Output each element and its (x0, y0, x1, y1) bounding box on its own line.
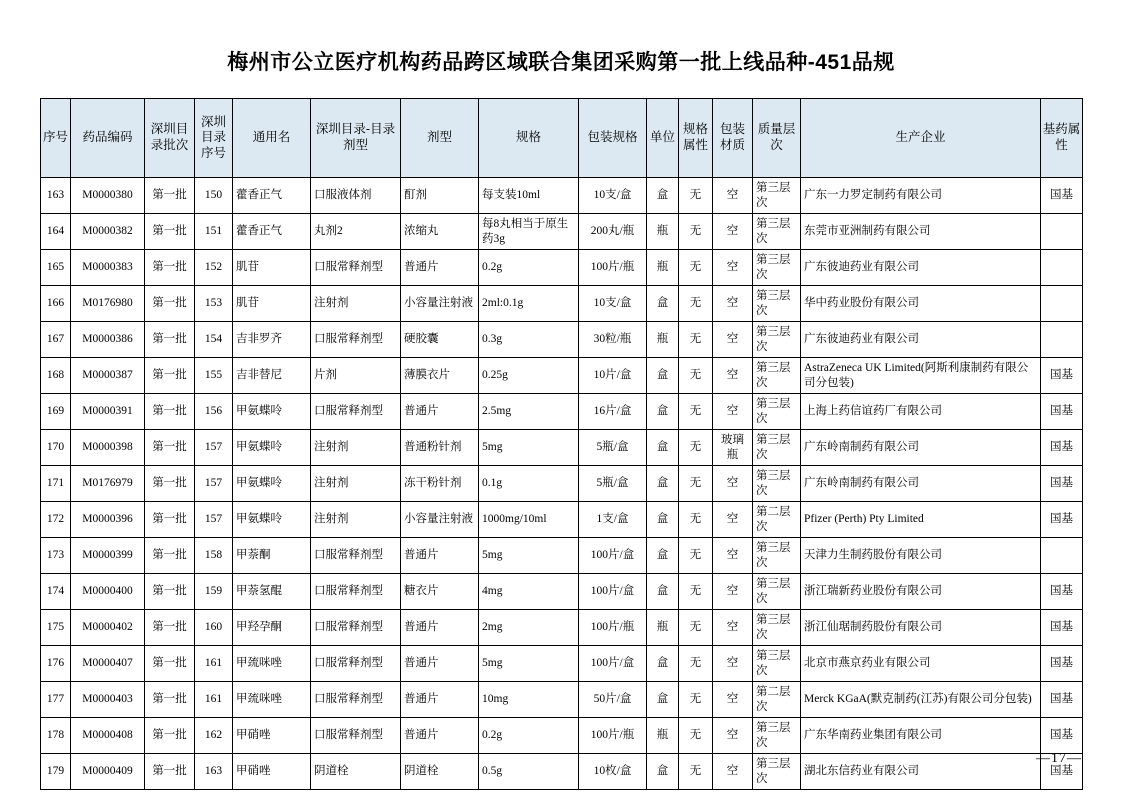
table-row (41, 178, 1083, 214)
cell-batch: 第一批 (145, 646, 195, 682)
cell-batch: 第一批 (145, 358, 195, 394)
cell-seq: 152 (195, 250, 233, 286)
cell-code: M0000399 (71, 538, 145, 574)
cell-seq: 158 (195, 538, 233, 574)
cell-form: 小容量注射液 (401, 286, 479, 322)
cell-generic-name: 吉非替尼 (233, 358, 311, 394)
cell-spec-attr: 无 (679, 358, 713, 394)
cell-basic-drug: 国基 (1041, 466, 1083, 502)
cell-basic-drug: 国基 (1041, 574, 1083, 610)
cell-spec-attr: 无 (679, 286, 713, 322)
cell-pack-spec: 200丸/瓶 (579, 214, 647, 250)
cell-pack-spec: 10支/盒 (579, 178, 647, 214)
cell-unit: 盒 (647, 178, 679, 214)
cell-form: 硬胶囊 (401, 322, 479, 358)
cell-spec-attr: 无 (679, 178, 713, 214)
cell-spec: 0.5g (479, 754, 579, 790)
cell-spec: 0.3g (479, 322, 579, 358)
cell-no: 169 (41, 394, 71, 430)
cell-no: 170 (41, 430, 71, 466)
cell-form: 普通片 (401, 394, 479, 430)
cell-form: 浓缩丸 (401, 214, 479, 250)
cell-quality-level: 第三层次 (753, 646, 801, 682)
cell-spec-attr: 无 (679, 574, 713, 610)
drug-catalog-table (40, 98, 1083, 790)
cell-pack-spec: 10片/盒 (579, 358, 647, 394)
cell-no: 177 (41, 682, 71, 718)
cell-code: M0000408 (71, 718, 145, 754)
cell-batch: 第一批 (145, 430, 195, 466)
cell-pack-material: 空 (713, 754, 753, 790)
cell-unit: 盒 (647, 358, 679, 394)
cell-code: M0000386 (71, 322, 145, 358)
cell-spec: 0.2g (479, 718, 579, 754)
cell-basic-drug: 国基 (1041, 178, 1083, 214)
cell-form: 普通片 (401, 646, 479, 682)
cell-generic-name: 藿香正气 (233, 178, 311, 214)
table-row (41, 430, 1083, 466)
cell-basic-drug: 国基 (1041, 646, 1083, 682)
cell-spec: 10mg (479, 682, 579, 718)
cell-pack-material: 空 (713, 682, 753, 718)
cell-form: 薄膜衣片 (401, 358, 479, 394)
table-row (41, 718, 1083, 754)
column-header-generic-name: 通用名 (233, 99, 311, 178)
cell-quality-level: 第二层次 (753, 682, 801, 718)
cell-manufacturer: 广东岭南制药有限公司 (801, 466, 1041, 502)
cell-basic-drug: 国基 (1041, 430, 1083, 466)
column-header-form: 剂型 (401, 99, 479, 178)
cell-generic-name: 甲羟孕酮 (233, 610, 311, 646)
cell-generic-name: 甲氨蝶呤 (233, 430, 311, 466)
cell-spec: 0.2g (479, 250, 579, 286)
cell-spec: 每8丸相当于原生药3g (479, 214, 579, 250)
cell-batch: 第一批 (145, 214, 195, 250)
cell-pack-material: 空 (713, 502, 753, 538)
cell-generic-name: 甲硝唑 (233, 718, 311, 754)
cell-form: 冻干粉针剂 (401, 466, 479, 502)
cell-seq: 156 (195, 394, 233, 430)
cell-basic-drug (1041, 214, 1083, 250)
cell-pack-spec: 100片/瓶 (579, 718, 647, 754)
cell-catalog-form: 注射剂 (311, 286, 401, 322)
cell-code: M0000391 (71, 394, 145, 430)
cell-pack-material: 空 (713, 178, 753, 214)
cell-unit: 盒 (647, 538, 679, 574)
cell-pack-material: 空 (713, 466, 753, 502)
cell-manufacturer: 东莞市亚洲制药有限公司 (801, 214, 1041, 250)
cell-catalog-form: 口服常释剂型 (311, 322, 401, 358)
cell-seq: 161 (195, 682, 233, 718)
cell-pack-spec: 10枚/盒 (579, 754, 647, 790)
cell-basic-drug: 国基 (1041, 610, 1083, 646)
cell-generic-name: 甲氨蝶呤 (233, 394, 311, 430)
cell-pack-spec: 50片/盒 (579, 682, 647, 718)
cell-unit: 瓶 (647, 610, 679, 646)
cell-catalog-form: 口服常释剂型 (311, 574, 401, 610)
cell-manufacturer: 广东彼迪药业有限公司 (801, 322, 1041, 358)
cell-spec-attr: 无 (679, 322, 713, 358)
cell-no: 163 (41, 178, 71, 214)
cell-manufacturer: 湖北东信药业有限公司 (801, 754, 1041, 790)
cell-manufacturer: 浙江瑞新药业股份有限公司 (801, 574, 1041, 610)
cell-pack-material: 空 (713, 322, 753, 358)
table-row (41, 502, 1083, 538)
cell-quality-level: 第三层次 (753, 754, 801, 790)
cell-quality-level: 第三层次 (753, 718, 801, 754)
table-row (41, 646, 1083, 682)
cell-basic-drug (1041, 538, 1083, 574)
cell-no: 171 (41, 466, 71, 502)
cell-form: 小容量注射液 (401, 502, 479, 538)
cell-spec: 5mg (479, 538, 579, 574)
cell-no: 178 (41, 718, 71, 754)
cell-spec-attr: 无 (679, 718, 713, 754)
column-header-pack-material: 包装材质 (713, 99, 753, 178)
cell-no: 167 (41, 322, 71, 358)
cell-catalog-form: 口服常释剂型 (311, 718, 401, 754)
cell-form: 普通粉针剂 (401, 430, 479, 466)
cell-generic-name: 肌苷 (233, 250, 311, 286)
table-row (41, 466, 1083, 502)
cell-form: 糖衣片 (401, 574, 479, 610)
cell-no: 164 (41, 214, 71, 250)
cell-spec: 0.1g (479, 466, 579, 502)
cell-manufacturer: Merck KGaA(默克制药(江苏)有限公司分包装) (801, 682, 1041, 718)
cell-catalog-form: 口服常释剂型 (311, 394, 401, 430)
cell-catalog-form: 口服常释剂型 (311, 610, 401, 646)
cell-unit: 盒 (647, 646, 679, 682)
cell-spec-attr: 无 (679, 610, 713, 646)
cell-basic-drug (1041, 250, 1083, 286)
cell-seq: 160 (195, 610, 233, 646)
cell-quality-level: 第三层次 (753, 610, 801, 646)
cell-code: M0000402 (71, 610, 145, 646)
column-header-spec: 规格 (479, 99, 579, 178)
cell-manufacturer: 广东岭南制药有限公司 (801, 430, 1041, 466)
cell-no: 176 (41, 646, 71, 682)
cell-pack-material: 空 (713, 286, 753, 322)
table-header-row (41, 99, 1083, 178)
cell-pack-spec: 100片/盒 (579, 574, 647, 610)
cell-spec-attr: 无 (679, 646, 713, 682)
cell-quality-level: 第三层次 (753, 322, 801, 358)
cell-manufacturer: AstraZeneca UK Limited(阿斯利康制药有限公司分包装) (801, 358, 1041, 394)
cell-quality-level: 第三层次 (753, 538, 801, 574)
cell-pack-material: 空 (713, 250, 753, 286)
cell-seq: 161 (195, 646, 233, 682)
cell-spec-attr: 无 (679, 214, 713, 250)
cell-catalog-form: 注射剂 (311, 466, 401, 502)
cell-catalog-form: 注射剂 (311, 502, 401, 538)
cell-form: 普通片 (401, 718, 479, 754)
cell-generic-name: 藿香正气 (233, 214, 311, 250)
column-header-quality-level: 质量层次 (753, 99, 801, 178)
cell-quality-level: 第三层次 (753, 214, 801, 250)
cell-unit: 盒 (647, 394, 679, 430)
cell-seq: 157 (195, 502, 233, 538)
cell-catalog-form: 片剂 (311, 358, 401, 394)
cell-basic-drug (1041, 322, 1083, 358)
cell-pack-material: 空 (713, 610, 753, 646)
column-header-catalog-form: 深圳目录-目录剂型 (311, 99, 401, 178)
cell-manufacturer: 广东一力罗定制药有限公司 (801, 178, 1041, 214)
cell-form: 普通片 (401, 682, 479, 718)
cell-catalog-form: 口服液体剂 (311, 178, 401, 214)
table-row (41, 286, 1083, 322)
cell-no: 166 (41, 286, 71, 322)
cell-basic-drug: 国基 (1041, 682, 1083, 718)
cell-quality-level: 第三层次 (753, 286, 801, 322)
column-header-seq: 深圳目录序号 (195, 99, 233, 178)
cell-batch: 第一批 (145, 718, 195, 754)
column-header-pack-spec: 包装规格 (579, 99, 647, 178)
cell-generic-name: 甲氨蝶呤 (233, 466, 311, 502)
cell-no: 168 (41, 358, 71, 394)
cell-manufacturer: 上海上药信谊药厂有限公司 (801, 394, 1041, 430)
cell-seq: 157 (195, 466, 233, 502)
cell-manufacturer: 华中药业股份有限公司 (801, 286, 1041, 322)
cell-seq: 153 (195, 286, 233, 322)
cell-catalog-form: 口服常释剂型 (311, 250, 401, 286)
cell-unit: 盒 (647, 754, 679, 790)
cell-no: 173 (41, 538, 71, 574)
cell-code: M0000409 (71, 754, 145, 790)
cell-quality-level: 第三层次 (753, 178, 801, 214)
cell-batch: 第一批 (145, 754, 195, 790)
cell-code: M0000400 (71, 574, 145, 610)
cell-batch: 第一批 (145, 466, 195, 502)
cell-seq: 151 (195, 214, 233, 250)
drug-table-container (40, 98, 1082, 790)
cell-catalog-form: 口服常释剂型 (311, 538, 401, 574)
cell-pack-spec: 16片/盒 (579, 394, 647, 430)
table-row (41, 538, 1083, 574)
cell-generic-name: 甲巯咪唑 (233, 646, 311, 682)
cell-pack-material: 空 (713, 574, 753, 610)
cell-generic-name: 甲氨蝶呤 (233, 502, 311, 538)
cell-basic-drug: 国基 (1041, 718, 1083, 754)
cell-unit: 盒 (647, 466, 679, 502)
cell-form: 阴道栓 (401, 754, 479, 790)
cell-spec-attr: 无 (679, 538, 713, 574)
cell-batch: 第一批 (145, 502, 195, 538)
cell-spec: 5mg (479, 646, 579, 682)
cell-pack-spec: 100片/瓶 (579, 610, 647, 646)
column-header-spec-attr: 规格属性 (679, 99, 713, 178)
cell-spec-attr: 无 (679, 754, 713, 790)
cell-batch: 第一批 (145, 610, 195, 646)
cell-spec-attr: 无 (679, 250, 713, 286)
cell-pack-material: 空 (713, 718, 753, 754)
cell-seq: 162 (195, 718, 233, 754)
cell-unit: 盒 (647, 430, 679, 466)
cell-quality-level: 第二层次 (753, 502, 801, 538)
cell-no: 179 (41, 754, 71, 790)
cell-spec: 每支装10ml (479, 178, 579, 214)
cell-quality-level: 第三层次 (753, 250, 801, 286)
cell-basic-drug: 国基 (1041, 358, 1083, 394)
cell-code: M0000403 (71, 682, 145, 718)
cell-code: M0000380 (71, 178, 145, 214)
cell-seq: 163 (195, 754, 233, 790)
cell-code: M0000398 (71, 430, 145, 466)
cell-pack-spec: 100片/盒 (579, 646, 647, 682)
cell-spec-attr: 无 (679, 430, 713, 466)
cell-catalog-form: 口服常释剂型 (311, 682, 401, 718)
column-header-manufacturer: 生产企业 (801, 99, 1041, 178)
cell-unit: 盒 (647, 502, 679, 538)
table-body (41, 178, 1083, 790)
cell-unit: 瓶 (647, 718, 679, 754)
column-header-code: 药品编码 (71, 99, 145, 178)
table-row (41, 250, 1083, 286)
cell-code: M0000396 (71, 502, 145, 538)
table-row (41, 358, 1083, 394)
cell-no: 175 (41, 610, 71, 646)
cell-pack-material: 空 (713, 358, 753, 394)
cell-pack-spec: 5瓶/盒 (579, 430, 647, 466)
cell-seq: 155 (195, 358, 233, 394)
column-header-unit: 单位 (647, 99, 679, 178)
cell-spec: 1000mg/10ml (479, 502, 579, 538)
cell-generic-name: 甲巯咪唑 (233, 682, 311, 718)
cell-batch: 第一批 (145, 322, 195, 358)
cell-unit: 瓶 (647, 250, 679, 286)
cell-code: M0000407 (71, 646, 145, 682)
cell-catalog-form: 丸剂2 (311, 214, 401, 250)
cell-code: M0000382 (71, 214, 145, 250)
column-header-basic-drug: 基药属性 (1041, 99, 1083, 178)
cell-quality-level: 第三层次 (753, 574, 801, 610)
cell-spec: 5mg (479, 430, 579, 466)
cell-batch: 第一批 (145, 574, 195, 610)
cell-quality-level: 第三层次 (753, 358, 801, 394)
cell-spec: 0.25g (479, 358, 579, 394)
cell-batch: 第一批 (145, 682, 195, 718)
cell-pack-material: 玻璃瓶 (713, 430, 753, 466)
cell-spec-attr: 无 (679, 466, 713, 502)
column-header-no: 序号 (41, 99, 71, 178)
cell-spec: 4mg (479, 574, 579, 610)
cell-unit: 瓶 (647, 214, 679, 250)
table-row (41, 754, 1083, 790)
cell-pack-spec: 10支/盒 (579, 286, 647, 322)
cell-quality-level: 第三层次 (753, 394, 801, 430)
table-row (41, 610, 1083, 646)
cell-basic-drug: 国基 (1041, 754, 1083, 790)
cell-spec: 2.5mg (479, 394, 579, 430)
cell-catalog-form: 阴道栓 (311, 754, 401, 790)
table-row (41, 214, 1083, 250)
cell-unit: 瓶 (647, 322, 679, 358)
cell-form: 普通片 (401, 250, 479, 286)
cell-spec-attr: 无 (679, 394, 713, 430)
page-title: 梅州市公立医疗机构药品跨区域联合集团采购第一批上线品种-451品规 (227, 51, 895, 74)
cell-manufacturer: 北京市燕京药业有限公司 (801, 646, 1041, 682)
cell-code: M0000383 (71, 250, 145, 286)
cell-code: M0176979 (71, 466, 145, 502)
cell-unit: 盒 (647, 682, 679, 718)
cell-basic-drug: 国基 (1041, 502, 1083, 538)
cell-generic-name: 肌苷 (233, 286, 311, 322)
cell-unit: 盒 (647, 574, 679, 610)
cell-batch: 第一批 (145, 178, 195, 214)
cell-manufacturer: 广东华南药业集团有限公司 (801, 718, 1041, 754)
cell-batch: 第一批 (145, 394, 195, 430)
cell-code: M0000387 (71, 358, 145, 394)
cell-seq: 154 (195, 322, 233, 358)
cell-catalog-form: 口服常释剂型 (311, 646, 401, 682)
column-header-batch: 深圳目录批次 (145, 99, 195, 178)
cell-quality-level: 第三层次 (753, 430, 801, 466)
table-row (41, 574, 1083, 610)
table-row (41, 394, 1083, 430)
cell-spec-attr: 无 (679, 682, 713, 718)
cell-catalog-form: 注射剂 (311, 430, 401, 466)
cell-spec-attr: 无 (679, 502, 713, 538)
cell-generic-name: 甲硝唑 (233, 754, 311, 790)
cell-form: 普通片 (401, 610, 479, 646)
cell-manufacturer: 广东彼迪药业有限公司 (801, 250, 1041, 286)
cell-no: 165 (41, 250, 71, 286)
cell-manufacturer: 浙江仙琚制药股份有限公司 (801, 610, 1041, 646)
cell-batch: 第一批 (145, 538, 195, 574)
cell-pack-material: 空 (713, 394, 753, 430)
cell-pack-spec: 1支/盒 (579, 502, 647, 538)
table-row (41, 322, 1083, 358)
cell-code: M0176980 (71, 286, 145, 322)
cell-form: 酊剂 (401, 178, 479, 214)
cell-batch: 第一批 (145, 286, 195, 322)
page-number: —17— (1036, 751, 1082, 766)
cell-generic-name: 甲萘氢醌 (233, 574, 311, 610)
cell-pack-material: 空 (713, 538, 753, 574)
cell-unit: 盒 (647, 286, 679, 322)
cell-pack-material: 空 (713, 214, 753, 250)
cell-spec: 2ml:0.1g (479, 286, 579, 322)
cell-pack-spec: 100片/盒 (579, 538, 647, 574)
cell-seq: 157 (195, 430, 233, 466)
cell-form: 普通片 (401, 538, 479, 574)
cell-seq: 150 (195, 178, 233, 214)
cell-seq: 159 (195, 574, 233, 610)
cell-basic-drug: 国基 (1041, 394, 1083, 430)
cell-pack-spec: 30粒/瓶 (579, 322, 647, 358)
cell-pack-spec: 5瓶/盒 (579, 466, 647, 502)
cell-no: 174 (41, 574, 71, 610)
cell-manufacturer: 天津力生制药股份有限公司 (801, 538, 1041, 574)
cell-manufacturer: Pfizer (Perth) Pty Limited (801, 502, 1041, 538)
cell-generic-name: 吉非罗齐 (233, 322, 311, 358)
cell-basic-drug (1041, 286, 1083, 322)
table-row (41, 682, 1083, 718)
cell-pack-spec: 100片/瓶 (579, 250, 647, 286)
cell-pack-material: 空 (713, 646, 753, 682)
cell-batch: 第一批 (145, 250, 195, 286)
cell-quality-level: 第三层次 (753, 466, 801, 502)
cell-no: 172 (41, 502, 71, 538)
cell-generic-name: 甲萘酮 (233, 538, 311, 574)
cell-spec: 2mg (479, 610, 579, 646)
